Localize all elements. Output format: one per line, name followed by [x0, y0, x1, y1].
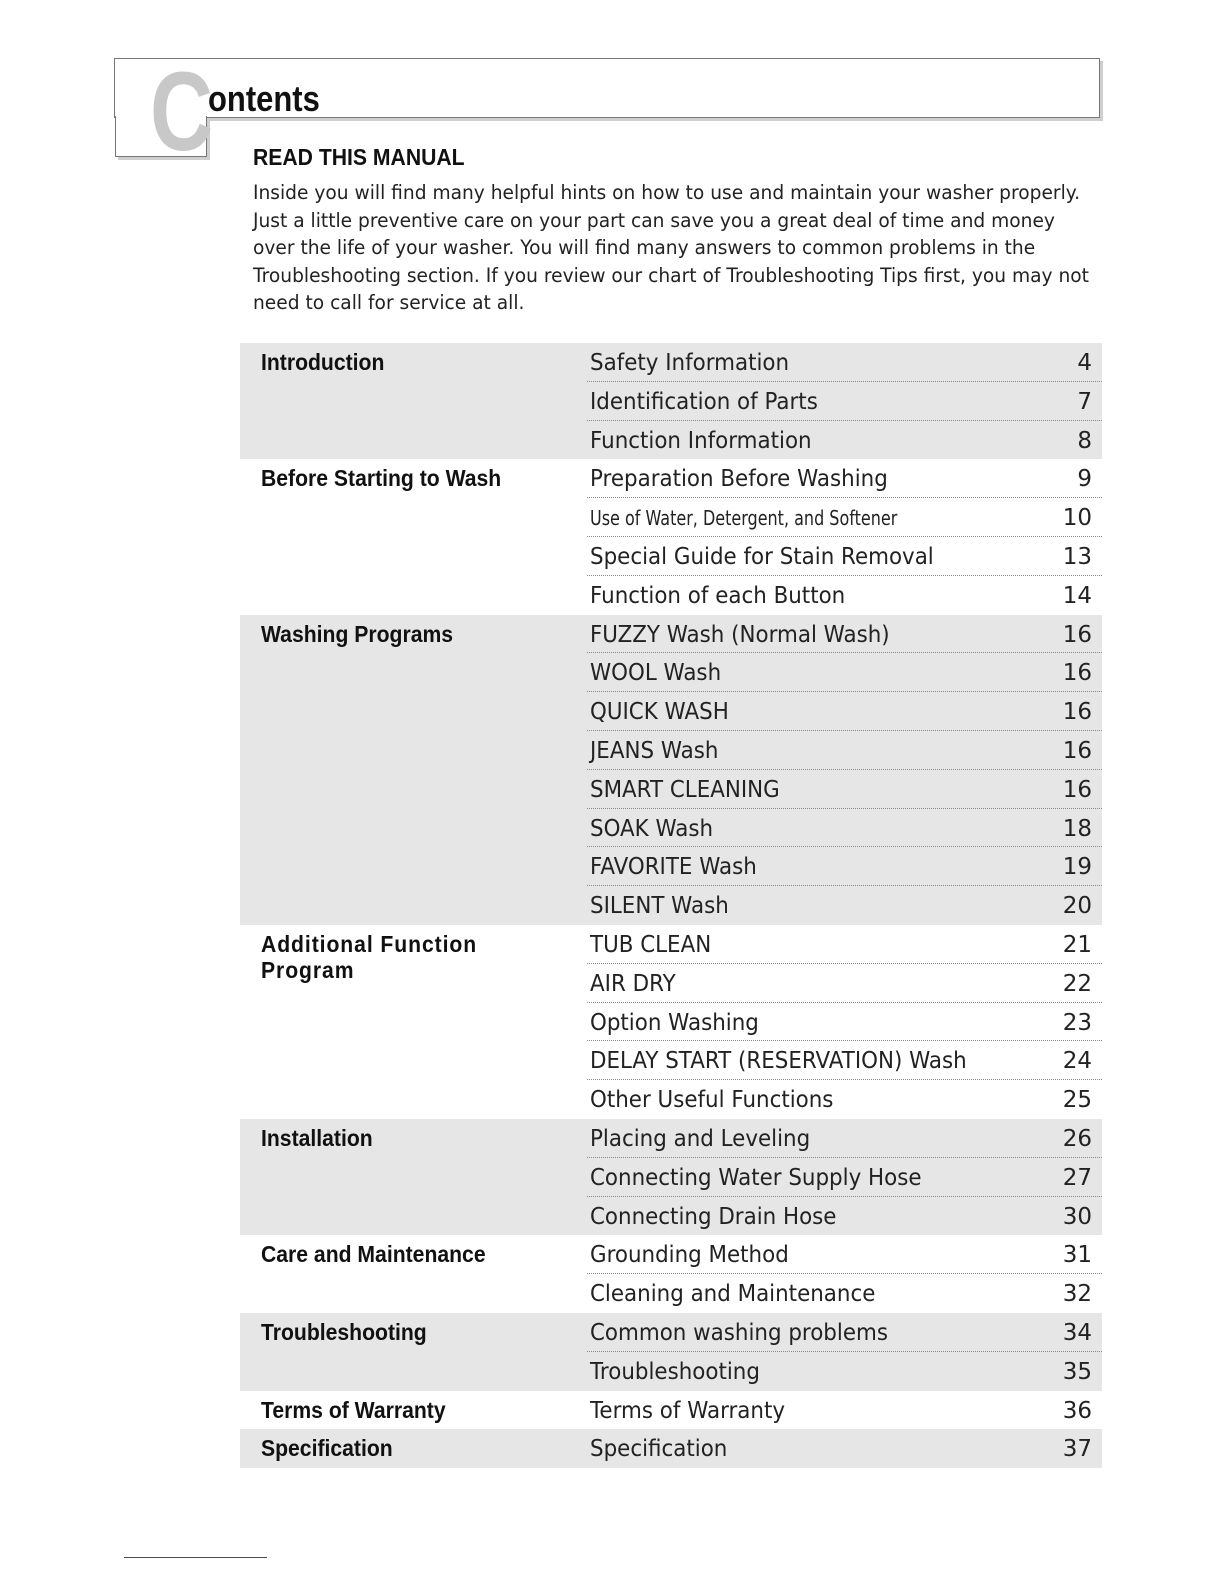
entry-page: 27 — [1062, 1164, 1092, 1191]
toc-section-installation — [240, 1119, 1102, 1235]
section-label: Introduction — [261, 349, 385, 375]
entry-title: SOAK Wash — [590, 815, 714, 842]
entry-title: Connecting Water Supply Hose — [590, 1164, 922, 1191]
toc-entry[interactable] — [587, 925, 1102, 964]
entry-page: 14 — [1062, 582, 1092, 609]
entry-title: Preparation Before Washing — [590, 466, 888, 493]
toc-entry[interactable] — [587, 847, 1102, 886]
entry-page: 23 — [1062, 1009, 1092, 1036]
toc-entry[interactable] — [587, 1429, 1102, 1468]
section-label — [261, 931, 537, 983]
intro-paragraph: Inside you will find many helpful hints on how to use and maintain your washer properly. Just a little preventive care on your part can save you a great deal of time and money over the life of your washer. You will find many answers to common problems in the Troubleshooting section. If you review our chart of Troubleshooting Tips first, you may not need to call for service at all. — [253, 181, 1089, 314]
entry-page: 21 — [1062, 931, 1092, 958]
toc-entry[interactable] — [587, 1158, 1102, 1197]
toc-entry[interactable] — [587, 1041, 1102, 1080]
section-label-line: Program — [261, 956, 355, 983]
section-label: Washing Programs — [261, 620, 454, 647]
entry-title: TUB CLEAN — [590, 931, 712, 958]
toc-entry[interactable] — [587, 459, 1102, 498]
toc-entry[interactable] — [587, 1352, 1102, 1391]
toc-entry[interactable] — [587, 1197, 1102, 1236]
toc-entry[interactable] — [587, 1080, 1102, 1119]
toc-entry[interactable] — [587, 770, 1102, 809]
entry-page: 34 — [1062, 1319, 1092, 1346]
section-label: Terms of Warranty — [261, 1396, 446, 1423]
entry-title: Cleaning and Maintenance — [590, 1281, 876, 1308]
entry-title: JEANS Wash — [590, 737, 719, 764]
toc-entry[interactable] — [587, 653, 1102, 692]
entry-page: 16 — [1062, 699, 1092, 726]
entry-title: Common washing problems — [590, 1319, 888, 1346]
entry-title: Special Guide for Stain Removal — [590, 543, 934, 570]
entry-title: Function Information — [590, 427, 812, 454]
toc-entry[interactable] — [587, 692, 1102, 731]
section-label: Specification — [261, 1435, 393, 1462]
entry-title: AIR DRY — [590, 970, 676, 997]
entry-page: 16 — [1062, 776, 1092, 803]
toc-entry[interactable] — [587, 1313, 1102, 1352]
entry-page: 30 — [1062, 1203, 1092, 1230]
section-label: Installation — [261, 1124, 373, 1151]
entry-title: Connecting Drain Hose — [590, 1203, 837, 1230]
intro-heading: READ THIS MANUAL — [253, 144, 465, 170]
entry-title: WOOL Wash — [590, 660, 722, 687]
contents-title: ontents — [208, 78, 320, 119]
entry-title: Troubleshooting — [590, 1358, 760, 1385]
entry-title: DELAY START (RESERVATION) Wash — [590, 1048, 967, 1075]
section-label-line: Additional Function — [261, 930, 478, 957]
entry-title: Function of each Button — [590, 582, 846, 609]
entry-page: 10 — [1062, 505, 1092, 532]
toc-section-terms-of-warranty — [240, 1391, 1102, 1430]
toc-entry[interactable] — [587, 886, 1102, 925]
footer-rule — [124, 1557, 267, 1558]
toc-entry[interactable] — [587, 964, 1102, 1003]
entry-title: Placing and Leveling — [590, 1125, 811, 1152]
toc-section-introduction — [240, 343, 1102, 459]
entry-title: Option Washing — [590, 1009, 759, 1036]
entry-title: Terms of Warranty — [590, 1397, 786, 1424]
entry-page: 20 — [1062, 893, 1092, 920]
entry-title: Safety Information — [590, 350, 790, 376]
entry-page: 16 — [1062, 737, 1092, 764]
toc-entry[interactable] — [587, 1119, 1102, 1158]
section-label: Troubleshooting — [261, 1318, 427, 1345]
entry-page: 16 — [1062, 660, 1092, 687]
entry-title: FUZZY Wash (Normal Wash) — [590, 621, 890, 648]
entry-page: 4 — [1077, 350, 1092, 376]
entry-title: Identification of Parts — [590, 388, 818, 415]
toc-entry[interactable] — [587, 1274, 1102, 1313]
toc-section-care-maintenance — [240, 1235, 1102, 1313]
entry-page: 13 — [1062, 543, 1092, 570]
toc-section-additional-function — [240, 925, 1102, 1119]
entry-page: 36 — [1062, 1397, 1092, 1424]
entry-title: Specification — [590, 1436, 728, 1463]
entry-page: 26 — [1062, 1125, 1092, 1152]
toc-entry[interactable] — [587, 1391, 1102, 1430]
entry-page: 22 — [1062, 970, 1092, 997]
toc-section-before-starting — [240, 459, 1102, 614]
entry-page: 16 — [1062, 621, 1092, 648]
toc-entry[interactable] — [587, 1003, 1102, 1042]
entry-page: 35 — [1062, 1358, 1092, 1385]
entry-title: Other Useful Functions — [590, 1087, 834, 1114]
entry-page: 18 — [1062, 815, 1092, 842]
entry-title: SILENT Wash — [590, 893, 729, 920]
toc-entry[interactable] — [587, 421, 1102, 460]
entry-page: 9 — [1077, 466, 1092, 493]
toc-entry[interactable] — [587, 576, 1102, 615]
entry-title: QUICK WASH — [590, 699, 729, 726]
toc-entry[interactable] — [587, 809, 1102, 848]
section-label: Care and Maintenance — [261, 1241, 486, 1268]
toc-entry[interactable] — [587, 498, 1102, 537]
toc-entry[interactable] — [587, 1235, 1102, 1274]
entry-page: 31 — [1062, 1242, 1092, 1269]
entry-title: Use of Water, Detergent, and Softener — [590, 506, 898, 531]
entry-page: 37 — [1062, 1436, 1092, 1463]
toc-entry[interactable] — [587, 343, 1102, 382]
toc-entry[interactable] — [587, 537, 1102, 576]
entry-title: FAVORITE Wash — [590, 854, 757, 881]
entry-page: 24 — [1062, 1048, 1092, 1075]
table-of-contents — [240, 343, 1102, 1468]
contents-title-initial: C — [150, 49, 214, 174]
toc-section-washing-programs — [240, 615, 1102, 925]
entry-title: Grounding Method — [590, 1242, 789, 1269]
toc-entry[interactable] — [587, 615, 1102, 654]
toc-entry[interactable] — [587, 731, 1102, 770]
entry-page: 7 — [1077, 388, 1092, 415]
toc-section-troubleshooting — [240, 1313, 1102, 1391]
section-label: Before Starting to Wash — [261, 465, 502, 492]
entry-page: 19 — [1062, 854, 1092, 881]
entry-page: 8 — [1077, 427, 1092, 454]
entry-title: SMART CLEANING — [590, 776, 780, 803]
toc-section-specification — [240, 1429, 1102, 1468]
toc-entry[interactable] — [587, 382, 1102, 421]
entry-page: 25 — [1062, 1087, 1092, 1114]
entry-page: 32 — [1062, 1281, 1092, 1308]
